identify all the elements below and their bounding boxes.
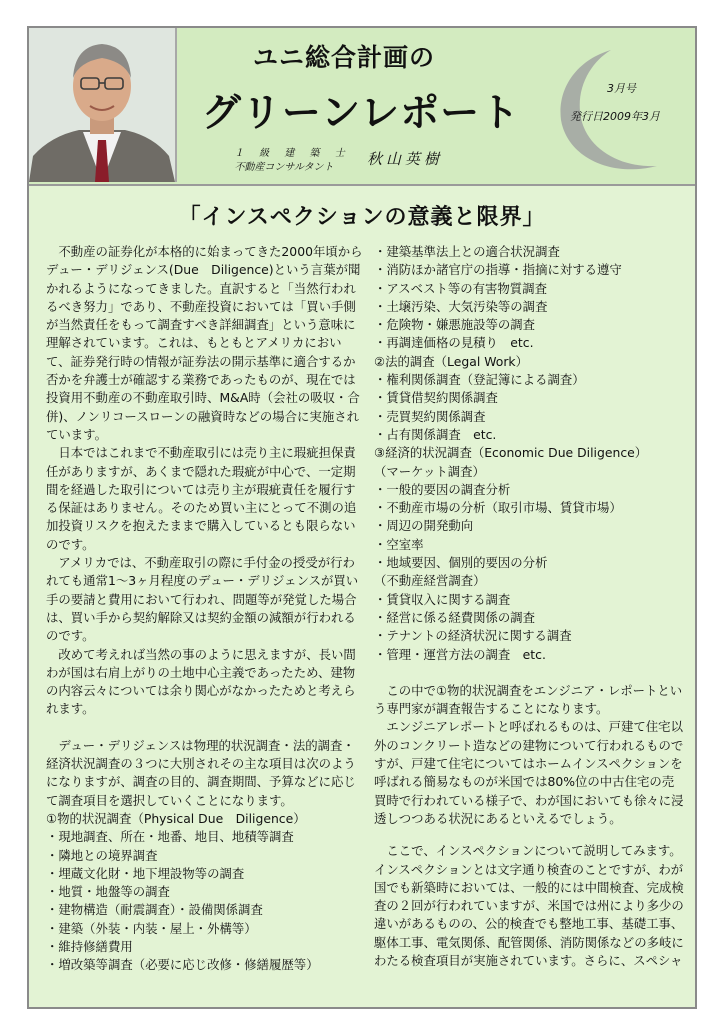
list-item: ・消防ほか諸官庁の指導・指摘に対する遵守 [374,262,622,278]
list-item: ・維持修繕費用 [46,938,133,954]
list-item: ・空室率 [374,536,424,552]
list-item: ・権利関係調査（登記簿による調査） [374,372,585,388]
legal-heading: ②法的調査（Legal Work） [374,353,528,369]
paragraph-2: 日本ではこれまで不動産取引には売り主に瑕疵担保責任がありますが、あくまで隠れた瑕疵が中心で、一定期間を経過した取引については売り主が瑕疵責任を履行する保証はありません。そのため買い主にとって不測の追加投資リスクを抱えたままで購入しているとも限らないのです。 [46,445,357,552]
paragraph-8: ここで、インスペクションについて説明してみます。インスペクションとは文字通り検査のことですが、わが国でも新築時においては、一般的には中間検査、完成検査の２回が行われていますが、米国では州により多少の違いがあるものの、公的検査でも整地工事、基礎工事、駆体工事、電気関係、配管関係、消防関係などの多岐にわたる検査項目が実施されています。さらに、スペシャ [374,843,684,968]
paragraph-3: アメリカでは、不動産取引の際に手付金の授受が行われても通常1～3ヶ月程度のデュー・デリジェンスが買い手の要請と費用において行われ、問題等が発覚した場合は、買い手から契約解除又は契約金額の減額が行われるのです。 [46,555,359,644]
author-name: 秋山英樹 [367,150,444,168]
title-line1: ユニ総合計画の [252,43,435,72]
list-item: ・一般的要因の調査分析 [374,481,511,497]
author-rank: １ 級 建 築 士 [234,148,351,159]
list-item: ・周辺の開発動向 [374,518,474,534]
physical-heading: ①物的状況調査（Physical Due Diligence） [46,810,306,826]
list-item: ・地域要因、個別的要因の分析 [374,555,548,571]
list-item: ・テナントの経済状況に関する調査 [374,628,572,644]
list-item: ・経営に係る経費関係の調査 [374,609,536,625]
list-item: ・管理・運営方法の調査 etc. [374,646,546,662]
list-item: ・占有関係調査 etc. [374,426,497,442]
list-item: ・土壌汚染、大気汚染等の調査 [374,298,548,314]
header-band [29,28,695,186]
list-item: ・建物構造（耐震調査）・設備関係調査 [46,902,263,918]
economic-heading: ③経済的状況調査（Economic Due Diligence） [374,445,648,461]
paragraph-4: 改めて考えれば当然の事のように思えますが、長い間わが国は右肩上がりの土地中心主義であったため、建物の内容云々については余り関心がなかったためと考えられます。 [46,646,356,717]
list-item: ・危険物・嫌悪施設等の調査 [374,317,536,333]
right-column [374,243,686,970]
list-item: ・建築（外装・内装・屋上・外構等） [46,920,257,936]
paragraph-5: デュー・デリジェンスは物理的状況調査・法的調査・経済状況調査の３つに大別されその主な項目は次のようになりますが、調査の目的、調査期間、予算などに応じて調査項目を選択していくことになります。 [46,737,356,808]
paragraph-intro: 不動産の証券化が本格的に始まってきた2000年頃からデュー・デリジェンス(Due Diligence)という言葉が聞かれるようになってきました。直訳すると「当然行われるべき努力」であり、不動産投資においては「買い手側が当然責任をもって調査すべき詳細調査」という意味に理解されています。これは、もともとアメリカにおいて、証券発行時の情報が証券法の開示基準に適合するか否かを弁護士が確認する業務であったものが、現在では投資用不動産の不動産取引時、M&A時（会社の吸収・合併)、ノンリコースローンの融資時などの場合に実施されています。 [46,244,363,442]
author-role: 不動産コンサルタント [234,162,334,173]
list-item: ・埋蔵文化財・地下埋設物等の調査 [46,865,245,881]
issue-date: 発行日2009年3月 [570,110,660,123]
article-headline: 「インスペクションの意義と限界」 [178,205,546,230]
list-item: ・隣地との境界調査 [46,847,158,863]
list-item: ・不動産市場の分析（取引市場、賃貸市場） [374,500,622,516]
list-item: ・賃貸収入に関する調査 [374,591,511,607]
list-item: ・賃貸借契約関係調査 [374,390,498,406]
list-item: ・現地調査、所在・地番、地目、地積等調査 [46,829,294,845]
left-column [46,243,364,975]
list-item: ・アスベスト等の有害物質調査 [374,280,547,296]
title-line2: グリーンレポート [201,91,521,136]
list-item: ・建築基準法上との適合状況調査 [374,244,560,259]
issue-label: 3月号 [607,82,636,95]
economic-subheading: （マーケット調査） [374,463,485,479]
list-item: ・地質・地盤等の調査 [46,884,170,900]
list-item: ・売買契約関係調査 [374,408,486,424]
author-photo [29,28,177,182]
list-item: ・再調達価格の見積り etc. [374,335,534,351]
newsletter-frame [27,26,697,1009]
list-item: ・増改築等調査（必要に応じ改修・修繕履歴等） [46,957,319,973]
paragraph-6: この中で①物的状況調査をエンジニア・レポートという専門家が調査報告することになります。 [374,682,683,717]
economic-subheading: （不動産経営調査） [374,573,486,589]
paragraph-7: エンジニアレポートと呼ばれるものは、戸建て住宅以外のコンクリート造などの建物について行われるものですが、戸建て住宅についてはホームインスペクションを呼ばれる簡易なものが米国では80%位の中古住宅の売買時で行われている様子で、わが国においても徐々に浸透しつつある状況にあるといえるでしょう。 [374,719,684,826]
